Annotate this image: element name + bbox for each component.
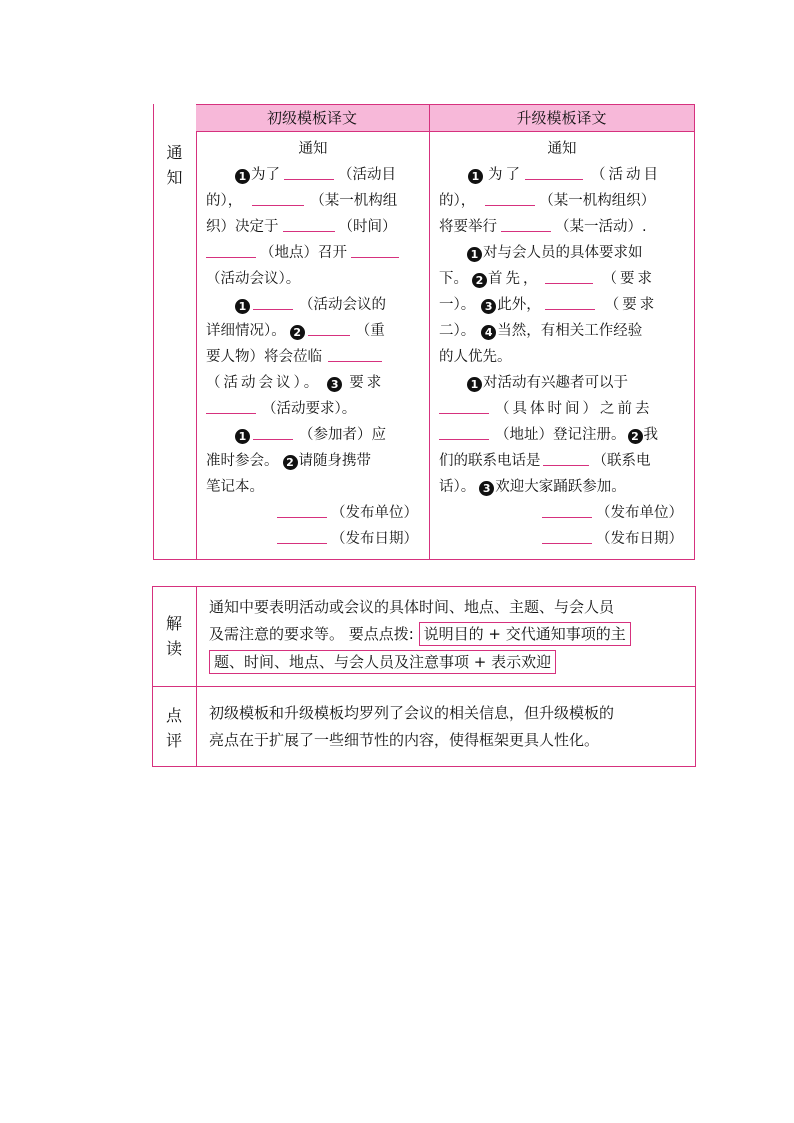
text: 为了: [488, 167, 523, 183]
blank: [284, 164, 334, 180]
blank: [439, 398, 489, 414]
marker-2-icon: 2: [290, 325, 305, 340]
label-char: 解: [165, 614, 182, 633]
text: 织）决定于: [206, 219, 279, 235]
blank: [545, 294, 595, 310]
text: 我: [643, 427, 658, 443]
advanced-line: [439, 474, 685, 500]
header-advanced-template: 升级模板译文: [516, 109, 607, 127]
advanced-line: [439, 214, 685, 240]
basic-title: 通知: [298, 141, 328, 157]
label-char: 评: [165, 731, 182, 750]
blank: [308, 320, 350, 336]
blank: [206, 242, 256, 258]
text: （地址）登记注册。: [495, 427, 626, 443]
basic-signature-date: [206, 526, 420, 552]
advanced-line: [439, 370, 685, 396]
blank: [253, 424, 293, 440]
blank: [351, 242, 399, 258]
text: 下。: [439, 271, 468, 287]
key-point-box: 说明目的 + 交代通知事项的主: [419, 622, 631, 646]
blank: [525, 164, 583, 180]
basic-line: [206, 292, 420, 318]
text: 对活动有兴趣者可以于: [483, 375, 628, 391]
basic-line: （活动会议）。: [206, 271, 301, 287]
row-label-char: 通: [166, 143, 183, 162]
marker-3-icon: 3: [479, 481, 494, 496]
text: 请随身携带: [298, 453, 371, 469]
marker-2-icon: 2: [283, 455, 298, 470]
text: （活动目: [338, 167, 396, 183]
basic-signature-unit: [206, 500, 420, 526]
text: （活动会议的: [299, 297, 386, 313]
basic-line: [206, 188, 420, 214]
blank: [543, 450, 589, 466]
text: （活动目: [591, 167, 661, 183]
label-char: 读: [165, 639, 182, 658]
text: 一）。: [439, 297, 476, 313]
text: 此外，: [497, 297, 541, 313]
advanced-signature-date: [439, 526, 685, 552]
advanced-line: [439, 422, 685, 448]
marker-1-icon: 1: [468, 169, 483, 184]
basic-line: [206, 422, 420, 448]
column-divider: [429, 104, 430, 559]
row-label: [153, 140, 196, 190]
text: 欢迎大家踊跃参加。: [495, 479, 626, 495]
advanced-line: [439, 448, 685, 474]
text: （活动要求）。: [262, 401, 357, 417]
analysis-table: [152, 586, 696, 767]
text: 话）。: [439, 479, 476, 495]
advanced-line: [439, 240, 685, 266]
basic-line: [206, 396, 420, 422]
text: （发布单位）: [596, 505, 683, 521]
blank: [439, 424, 489, 440]
interpretation-line: [209, 649, 631, 676]
text: （活动会议）。: [206, 375, 322, 391]
blank: [277, 528, 327, 544]
text: 准时参会。: [206, 453, 279, 469]
text: 的），: [439, 193, 476, 209]
advanced-line: [439, 396, 685, 422]
text: （时间）: [338, 219, 397, 235]
interpretation-label: [152, 611, 196, 661]
interpretation-text: [209, 594, 631, 676]
comment-line: 亮点在于扩展了一些细节性的内容，使得框架更具人性化。: [209, 731, 600, 749]
blank: [542, 502, 592, 518]
basic-line: [206, 344, 420, 370]
blank: [542, 528, 592, 544]
marker-1-icon: 1: [235, 429, 250, 444]
marker-2-icon: 2: [472, 273, 487, 288]
text: （某一机构组: [310, 193, 398, 209]
text: （某一活动）.: [555, 219, 647, 235]
key-point-box: 题、时间、地点、与会人员及注意事项 + 表示欢迎: [209, 650, 556, 674]
blank: [501, 216, 551, 232]
advanced-line: [439, 162, 685, 188]
text: 首先，: [488, 271, 541, 287]
text: （发布单位）: [331, 505, 418, 521]
text: （参加者）应: [299, 427, 386, 443]
label-char: 点: [165, 706, 182, 725]
blank: [206, 398, 256, 414]
blank: [283, 216, 335, 232]
advanced-line: [439, 318, 685, 344]
text: （某一机构组织）: [539, 193, 656, 209]
text: （地点）召开: [260, 245, 347, 261]
marker-2-icon: 2: [628, 429, 643, 444]
basic-line: [206, 240, 420, 266]
interpretation-line: [209, 621, 631, 648]
blank: [252, 190, 304, 206]
blank: [485, 190, 535, 206]
text: 要求: [349, 375, 385, 391]
basic-line: [206, 318, 420, 344]
comment-label: [152, 703, 196, 753]
interpretation-line: 通知中要表明活动或会议的具体时间、地点、主题、与会人员: [209, 598, 615, 616]
basic-line: [206, 448, 420, 474]
marker-1-icon: 1: [467, 377, 482, 392]
blank: [253, 294, 293, 310]
blank: [545, 268, 593, 284]
basic-line: [206, 214, 420, 240]
advanced-line: [439, 292, 685, 318]
basic-line: 笔记本。: [206, 479, 264, 495]
text: （要求: [604, 297, 658, 313]
text: 们的联系电话是: [439, 453, 541, 469]
text: （重: [355, 323, 385, 339]
text: 二）。: [439, 323, 476, 339]
basic-line: [206, 370, 420, 396]
advanced-template-text: [439, 136, 685, 552]
advanced-line: [439, 188, 685, 214]
advanced-line: [439, 266, 685, 292]
blank: [277, 502, 327, 518]
advanced-line: 的人优先。: [439, 349, 512, 365]
marker-1-icon: 1: [235, 299, 250, 314]
text: 为了: [251, 167, 280, 183]
text: 当然，有相关工作经验: [497, 323, 643, 339]
marker-1-icon: 1: [235, 169, 250, 184]
text: 要人物）将会莅临: [206, 349, 322, 365]
basic-template-text: [206, 136, 420, 552]
basic-line: [206, 162, 420, 188]
text: 及需注意的要求等。 要点点拨:: [209, 625, 414, 643]
advanced-signature-unit: [439, 500, 685, 526]
text: （发布日期）: [331, 531, 418, 547]
text: （联系电: [592, 453, 651, 469]
text: 将要举行: [439, 219, 497, 235]
text: 的），: [206, 193, 243, 209]
blank: [328, 346, 382, 362]
text: 对与会人员的具体要求如: [483, 245, 643, 261]
comment-text: [209, 700, 614, 754]
marker-4-icon: 4: [481, 325, 496, 340]
text: （发布日期）: [596, 531, 683, 547]
notice-template-table: [153, 104, 695, 560]
advanced-title: 通知: [547, 141, 577, 157]
table-header: [196, 104, 694, 132]
text: （具体时间）之前去: [495, 401, 653, 417]
text: （要求: [602, 271, 655, 287]
row-divider: [152, 686, 695, 687]
row-label-cell: [153, 104, 197, 559]
marker-3-icon: 3: [327, 377, 342, 392]
text: 详细情况）。: [206, 323, 286, 339]
marker-3-icon: 3: [481, 299, 496, 314]
header-basic-template: 初级模板译文: [266, 109, 357, 127]
comment-line: 初级模板和升级模板均罗列了会议的相关信息，但升级模板的: [209, 704, 615, 722]
row-label-char: 知: [166, 168, 183, 187]
marker-1-icon: 1: [467, 247, 482, 262]
